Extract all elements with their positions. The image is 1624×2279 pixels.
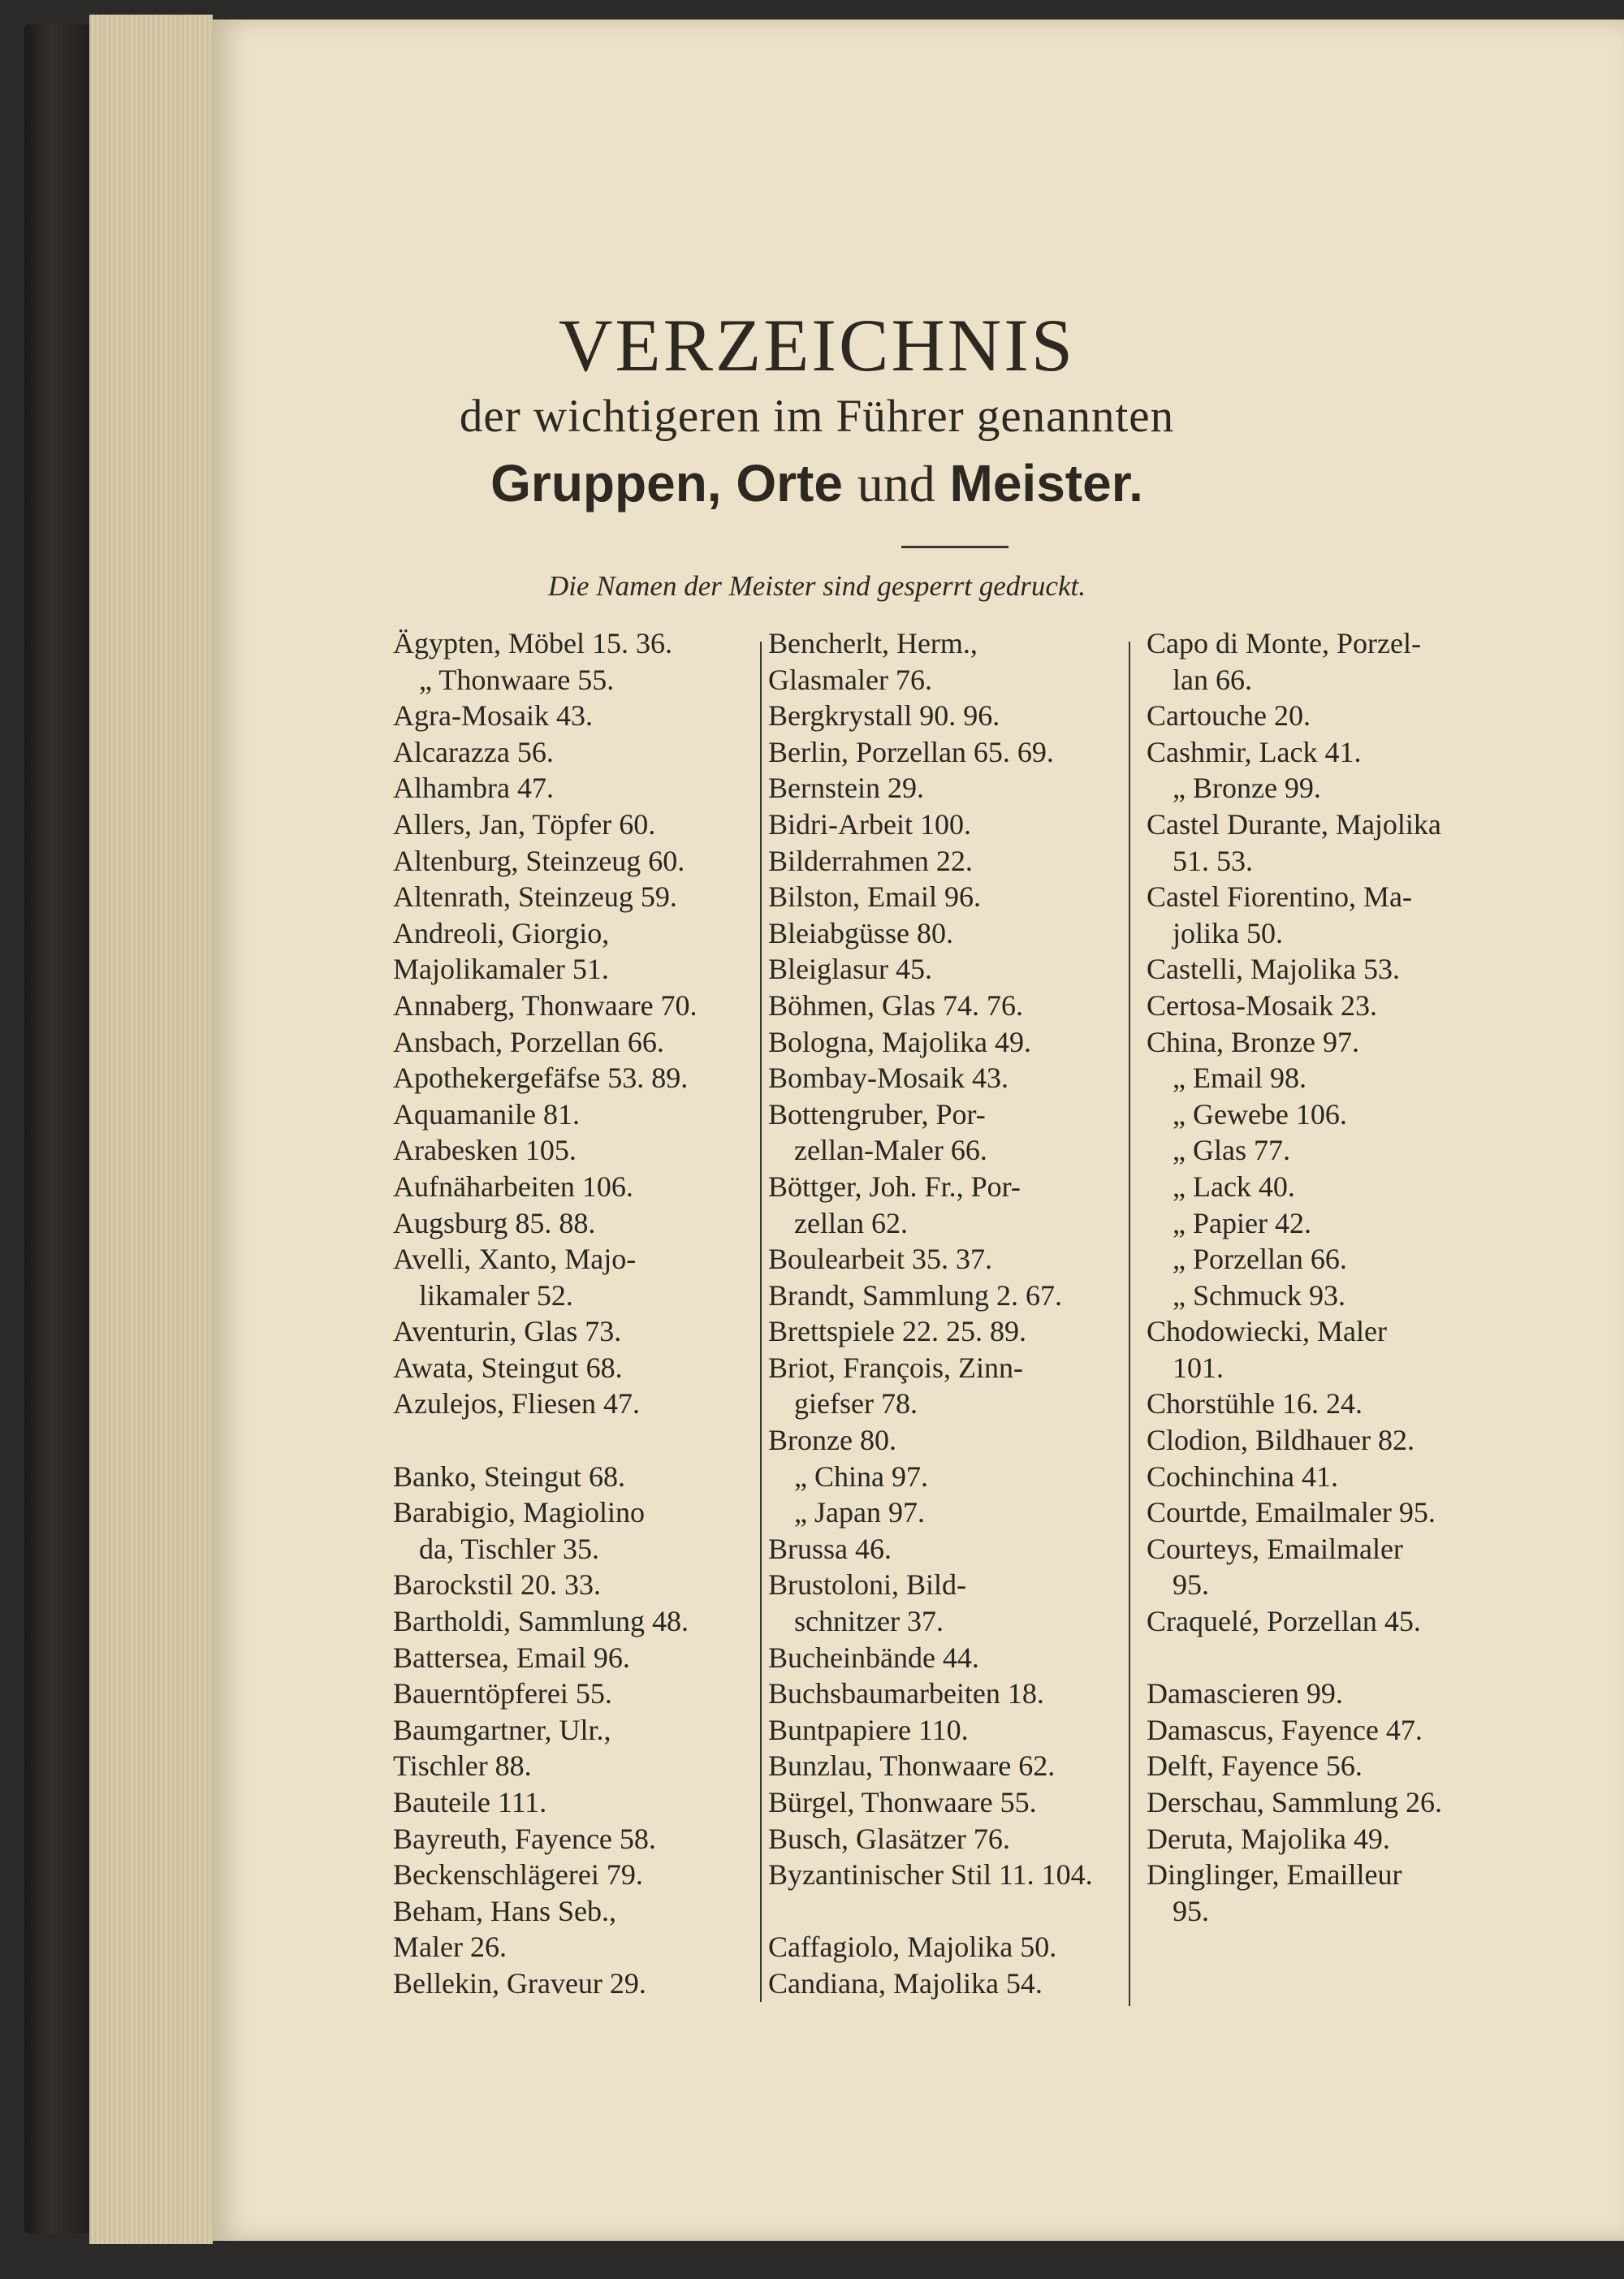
index-entry: Aufnäharbeiten 106. bbox=[393, 1170, 633, 1203]
index-entry: Brussa 46. bbox=[768, 1532, 892, 1565]
index-entry: Bleiglasur 45. bbox=[768, 953, 932, 986]
index-entry: Böttger, Joh. Fr., Por- bbox=[768, 1170, 1021, 1203]
index-entry: Bronze 80. bbox=[768, 1424, 896, 1457]
index-entry: Apothekergefäfse 53. 89. bbox=[393, 1062, 689, 1095]
index-entry: Courteys, Emailmaler bbox=[1147, 1532, 1403, 1565]
index-entry: Bucheinbände 44. bbox=[768, 1641, 979, 1674]
index-entry: „ China 97. bbox=[794, 1460, 928, 1493]
index-entry: „ Lack 40. bbox=[1173, 1170, 1295, 1203]
index-entry: Brettspiele 22. 25. 89. bbox=[768, 1315, 1026, 1348]
index-entry: giefser 78. bbox=[794, 1387, 918, 1421]
index-entry: Avelli, Xanto, Majo- bbox=[393, 1243, 637, 1276]
index-entry: Castel Fiorentino, Ma- bbox=[1147, 880, 1412, 914]
index-entry: Brandt, Sammlung 2. 67. bbox=[768, 1278, 1062, 1312]
index-entry: Beham, Hans Seb., bbox=[393, 1894, 616, 1927]
index-entry: Bleiabgüsse 80. bbox=[768, 916, 953, 949]
index-entry: Glasmaler 76. bbox=[768, 663, 932, 696]
index-entry: Clodion, Bildhauer 82. bbox=[1147, 1424, 1415, 1457]
index-entry: 51. 53. bbox=[1173, 844, 1253, 877]
index-entry: „ Papier 42. bbox=[1173, 1206, 1311, 1239]
index-entry: Castel Durante, Majolika bbox=[1147, 807, 1441, 841]
index-entry: Brustoloni, Bild- bbox=[768, 1568, 967, 1602]
index-entry: Craquelé, Porzellan 45. bbox=[1147, 1605, 1421, 1638]
index-entry: Battersea, Email 96. bbox=[393, 1641, 630, 1674]
index-entry: Briot, François, Zinn- bbox=[768, 1351, 1023, 1384]
index-entry: Bencherlt, Herm., bbox=[768, 627, 978, 659]
index-entry: Aventurin, Glas 73. bbox=[393, 1315, 622, 1348]
index-entry: „ Thonwaare 55. bbox=[419, 663, 615, 696]
index-entry: Cashmir, Lack 41. bbox=[1147, 735, 1362, 768]
index-entry: Caffagiolo, Majolika 50. bbox=[768, 1931, 1057, 1964]
index-entry: lan 66. bbox=[1173, 663, 1252, 696]
index-entry: 95. bbox=[1173, 1568, 1209, 1602]
index-entry: Bidri-Arbeit 100. bbox=[768, 807, 971, 841]
index-entry: Alhambra 47. bbox=[393, 772, 554, 805]
index-entry: da, Tischler 35. bbox=[419, 1532, 600, 1565]
index-entry: Beckenschlägerei 79. bbox=[393, 1858, 643, 1892]
index-entry: Cartouche 20. bbox=[1147, 699, 1311, 733]
index-entry: Bergkrystall 90. 96. bbox=[768, 699, 1000, 733]
subtitle-bold-part3: Meister. bbox=[949, 454, 1143, 512]
index-column-3 bbox=[1147, 625, 1512, 1929]
subtitle-bold-part2: und bbox=[857, 455, 935, 512]
index-entry: Bartholdi, Sammlung 48. bbox=[393, 1605, 689, 1638]
index-entry: Arabesken 105. bbox=[393, 1134, 577, 1167]
index-entry: Majolikamaler 51. bbox=[393, 953, 609, 986]
index-entry: Banko, Steingut 68. bbox=[393, 1460, 625, 1493]
index-column-1 bbox=[393, 625, 750, 2002]
page-title: VERZEICHNIS bbox=[558, 304, 1076, 387]
section-gap bbox=[1147, 1640, 1512, 1676]
index-entry: China, Bronze 97. bbox=[1147, 1025, 1359, 1058]
note-line: Die Namen der Meister sind gesperrt gedruckt. bbox=[548, 570, 1086, 602]
index-entry: Agra-Mosaik 43. bbox=[393, 699, 593, 733]
index-entry: Awata, Steingut 68. bbox=[393, 1351, 623, 1384]
index-entry: Azulejos, Fliesen 47. bbox=[393, 1387, 640, 1421]
index-entry: Bilston, Email 96. bbox=[768, 880, 982, 914]
index-entry: „ Bronze 99. bbox=[1173, 772, 1321, 805]
index-entry: Baumgartner, Ulr., bbox=[393, 1713, 611, 1746]
index-entry: Delft, Fayence 56. bbox=[1147, 1749, 1363, 1783]
index-entry: Certosa-Mosaik 23. bbox=[1147, 988, 1377, 1022]
index-entry: Chorstühle 16. 24. bbox=[1147, 1387, 1363, 1421]
index-entry: Buchsbaumarbeiten 18. bbox=[768, 1677, 1044, 1710]
index-entry: Barockstil 20. 33. bbox=[393, 1568, 601, 1602]
book-binding bbox=[24, 24, 93, 2234]
index-entry: „ Glas 77. bbox=[1173, 1134, 1290, 1167]
index-entry: Maler 26. bbox=[393, 1931, 507, 1964]
index-entry: Damascieren 99. bbox=[1147, 1677, 1343, 1710]
index-entry: Aquamanile 81. bbox=[393, 1097, 580, 1131]
index-entry: Busch, Glasätzer 76. bbox=[768, 1822, 1010, 1855]
index-entry: Bauteile 111. bbox=[393, 1786, 547, 1818]
title-rule bbox=[901, 546, 1009, 548]
index-entry: Ägypten, Möbel 15. 36. bbox=[393, 627, 672, 659]
index-entry: Bauerntöpferei 55. bbox=[393, 1677, 612, 1710]
index-entry: Castelli, Majolika 53. bbox=[1147, 953, 1400, 986]
index-entry: Annaberg, Thonwaare 70. bbox=[393, 988, 698, 1022]
index-entry: Tischler 88. bbox=[393, 1749, 532, 1783]
index-entry: Bottengruber, Por- bbox=[768, 1097, 986, 1131]
section-gap bbox=[768, 1893, 1125, 1930]
index-entry: Derschau, Sammlung 26. bbox=[1147, 1786, 1442, 1818]
index-entry: Bürgel, Thonwaare 55. bbox=[768, 1786, 1037, 1818]
index-entry: Altenburg, Steinzeug 60. bbox=[393, 844, 685, 877]
index-entry: Andreoli, Giorgio, bbox=[393, 916, 610, 949]
index-entry: zellan 62. bbox=[794, 1206, 908, 1239]
index-entry: Damascus, Fayence 47. bbox=[1147, 1713, 1423, 1746]
index-entry: „ Schmuck 93. bbox=[1173, 1278, 1345, 1312]
index-entry: Altenrath, Steinzeug 59. bbox=[393, 880, 677, 914]
index-entry: Byzantinischer Stil 11. 104. bbox=[768, 1858, 1093, 1892]
subtitle: der wichtigeren im Führer genannten bbox=[459, 391, 1175, 442]
index-entry: Courtde, Emailmaler 95. bbox=[1147, 1496, 1436, 1529]
index-entry: Böhmen, Glas 74. 76. bbox=[768, 988, 1023, 1022]
index-entry: Capo di Monte, Porzel- bbox=[1147, 627, 1421, 659]
index-entry: Chodowiecki, Maler bbox=[1147, 1315, 1387, 1348]
subtitle-bold bbox=[213, 453, 1421, 514]
index-entry: likamaler 52. bbox=[419, 1278, 573, 1312]
index-entry: 101. bbox=[1173, 1351, 1224, 1384]
subtitle-bold-part1: Gruppen, Orte bbox=[490, 454, 843, 512]
index-entry: Candiana, Majolika 54. bbox=[768, 1966, 1043, 2000]
section-gap bbox=[393, 1422, 750, 1459]
index-entry: Bayreuth, Fayence 58. bbox=[393, 1822, 656, 1855]
index-entry: Ansbach, Porzellan 66. bbox=[393, 1025, 664, 1058]
index-entry: Bilderrahmen 22. bbox=[768, 844, 973, 877]
index-entry: Deruta, Majolika 49. bbox=[1147, 1822, 1390, 1855]
index-entry: Buntpapiere 110. bbox=[768, 1713, 969, 1746]
index-entry: „ Email 98. bbox=[1173, 1062, 1307, 1095]
index-entry: Allers, Jan, Töpfer 60. bbox=[393, 807, 656, 841]
index-entry: „ Porzellan 66. bbox=[1173, 1243, 1347, 1276]
index-entry: Bombay-Mosaik 43. bbox=[768, 1062, 1009, 1095]
index-entry: jolika 50. bbox=[1173, 916, 1283, 949]
index-column-2 bbox=[768, 625, 1125, 2002]
index-entry: „ Japan 97. bbox=[794, 1496, 925, 1529]
index-entry: Barabigio, Magiolino bbox=[393, 1496, 645, 1529]
index-entry: Boulearbeit 35. 37. bbox=[768, 1243, 992, 1276]
index-entry: Bologna, Majolika 49. bbox=[768, 1025, 1031, 1058]
index-entry: Augsburg 85. 88. bbox=[393, 1206, 596, 1239]
page-edges bbox=[89, 15, 213, 2244]
index-entry: schnitzer 37. bbox=[794, 1605, 944, 1638]
index-entry: „ Gewebe 106. bbox=[1173, 1097, 1347, 1131]
index-entry: Bunzlau, Thonwaare 62. bbox=[768, 1749, 1056, 1783]
index-entry: Bellekin, Graveur 29. bbox=[393, 1966, 646, 2000]
index-entry: Alcarazza 56. bbox=[393, 735, 554, 768]
index-entry: Bernstein 29. bbox=[768, 772, 924, 805]
index-entry: Berlin, Porzellan 65. 69. bbox=[768, 735, 1054, 768]
column-divider-1 bbox=[760, 642, 762, 2002]
index-entry: 95. bbox=[1173, 1894, 1209, 1927]
column-divider-2 bbox=[1129, 642, 1130, 2006]
index-entry: zellan-Maler 66. bbox=[794, 1134, 987, 1167]
index-entry: Dinglinger, Emailleur bbox=[1147, 1858, 1402, 1892]
index-entry: Cochinchina 41. bbox=[1147, 1460, 1338, 1493]
